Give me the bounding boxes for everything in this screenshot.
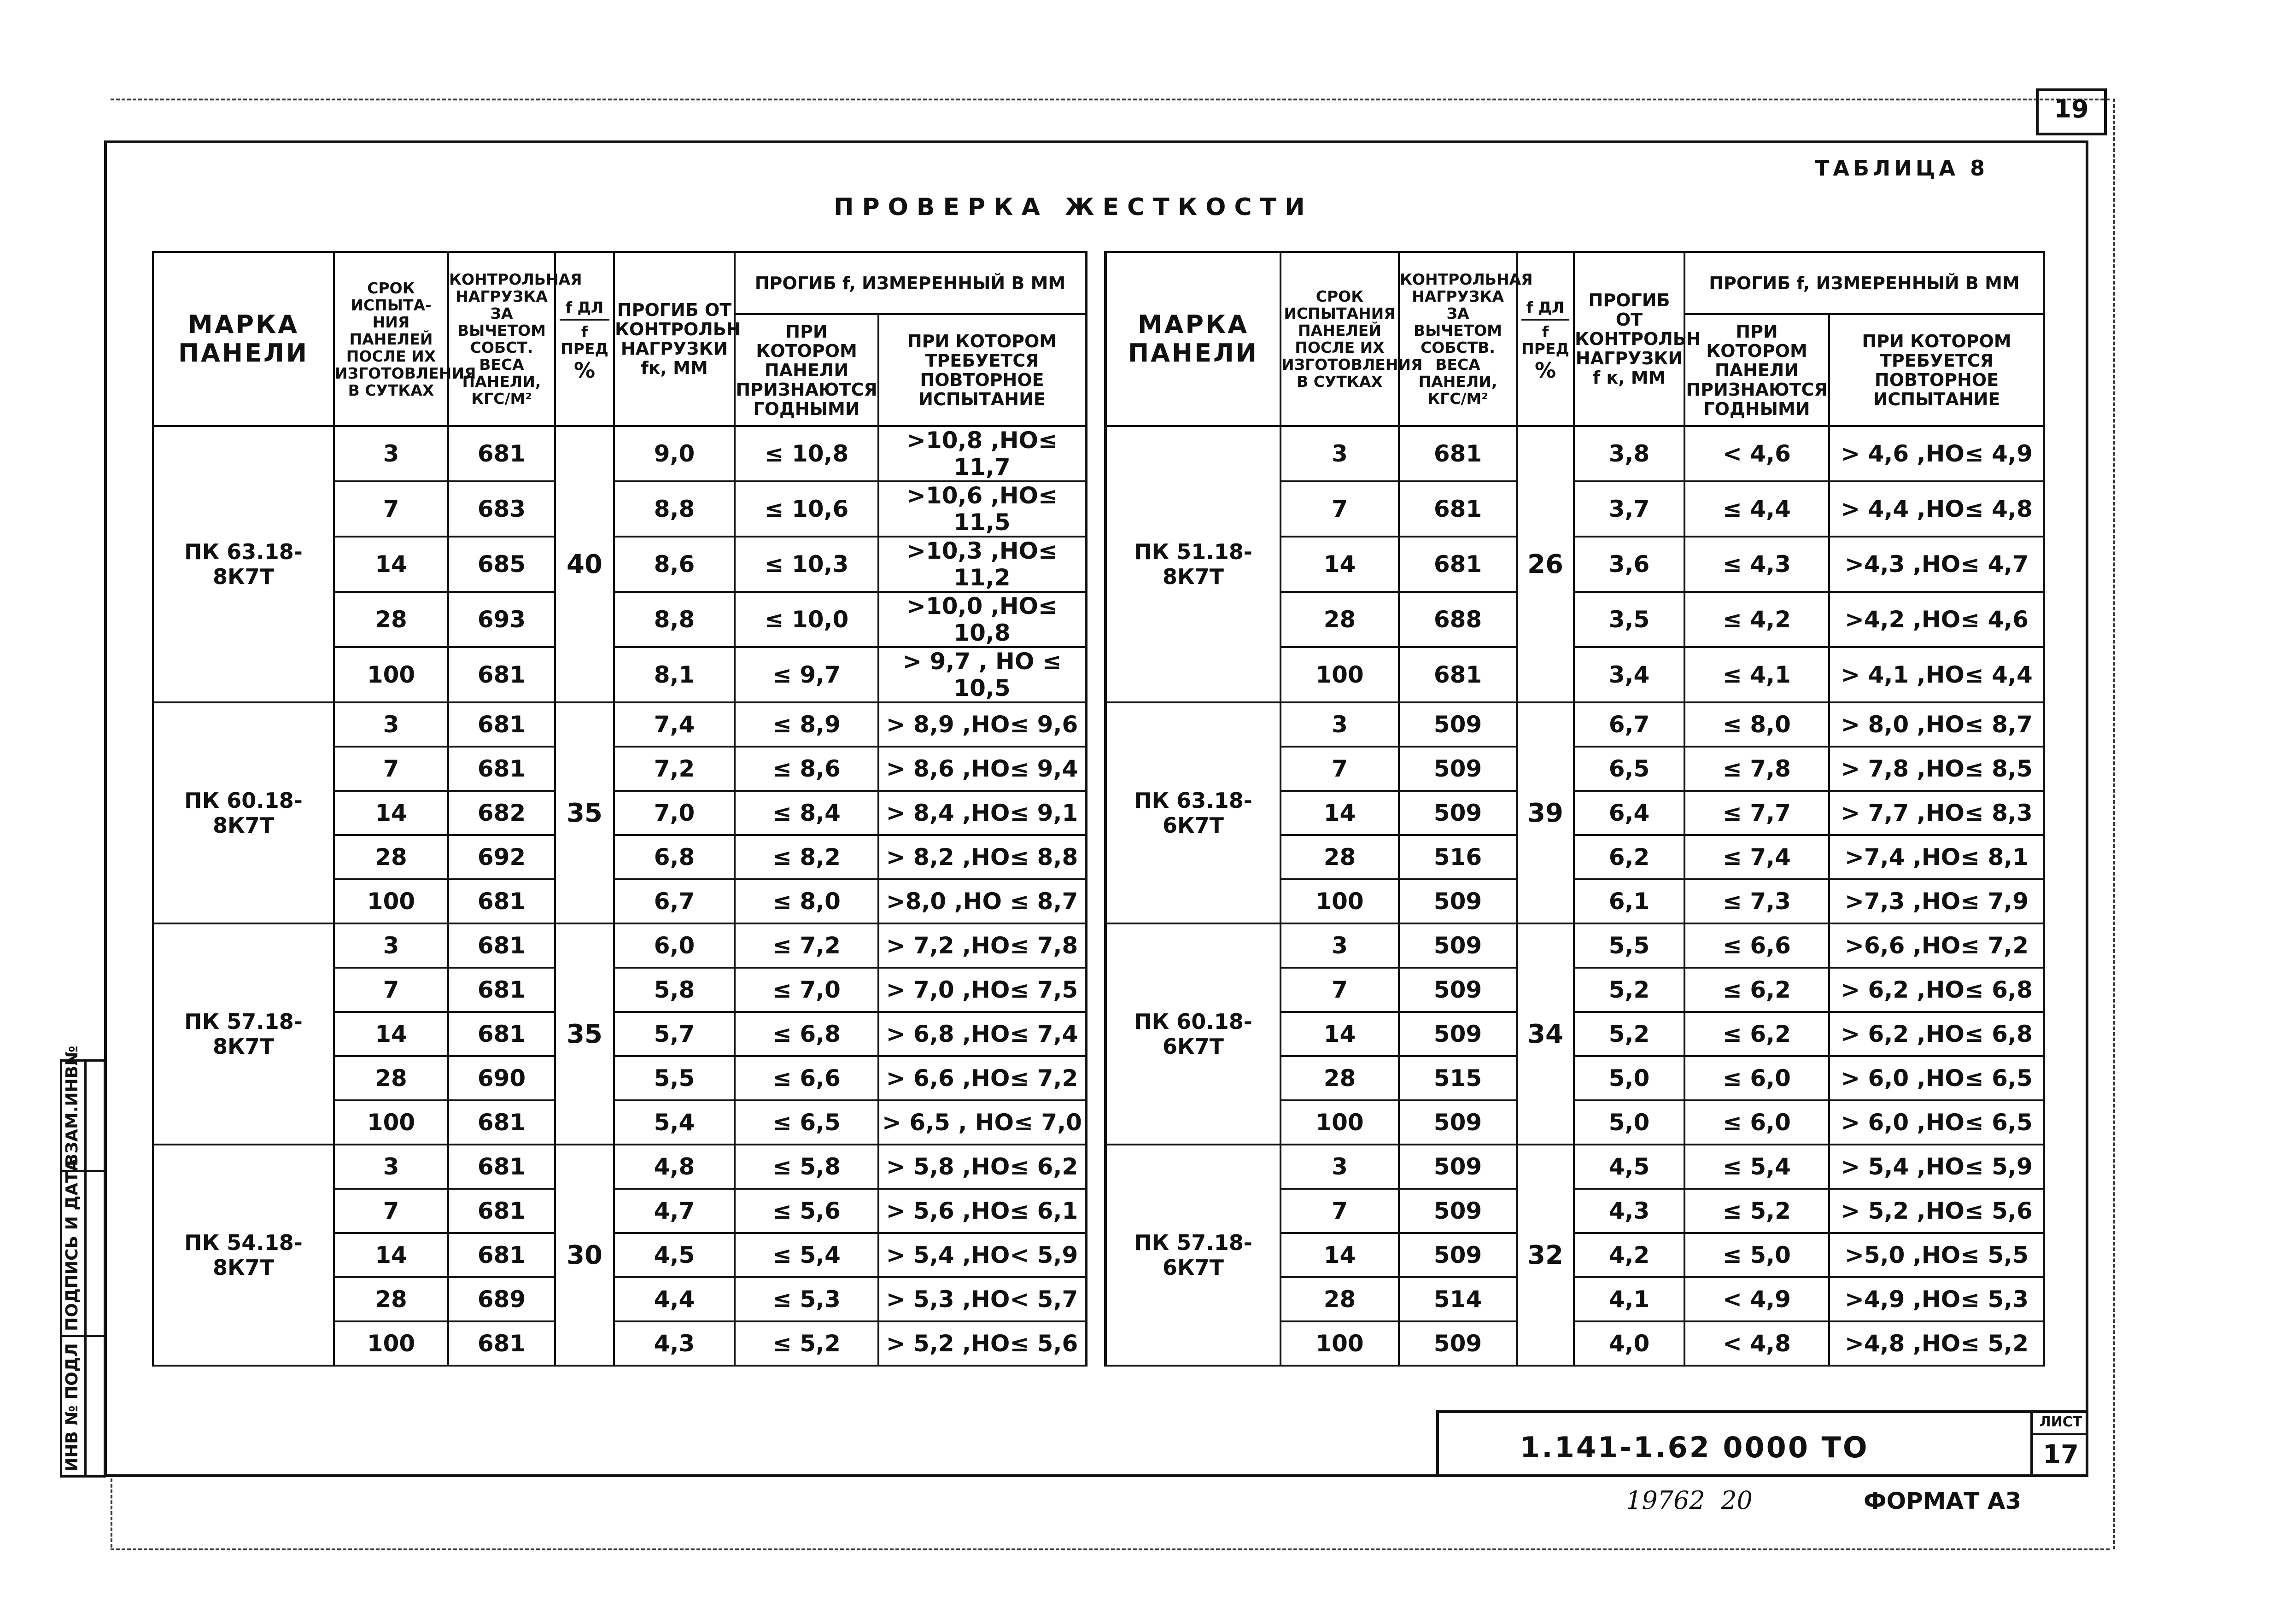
left-days-cell: 28 bbox=[334, 1277, 448, 1321]
right-days-cell: 28 bbox=[1280, 835, 1399, 879]
right-retest-cell: > 6,0 ,НО≤ 6,5 bbox=[1829, 1056, 2044, 1100]
left-fk-cell: 4,3 bbox=[614, 1321, 735, 1366]
left-header-measured: ПРОГИБ f, ИЗМЕРЕННЫЙ В ММ bbox=[735, 252, 1086, 314]
left-panel-mark: ПК 63.18-8К7Т bbox=[153, 426, 334, 702]
left-retest-cell: > 5,4 ,НО< 5,9 bbox=[878, 1233, 1086, 1277]
right-panel-mark: ПК 63.18-6К7Т bbox=[1105, 702, 1280, 923]
right-fk-cell: 4,0 bbox=[1574, 1321, 1684, 1366]
left-load-cell: 690 bbox=[448, 1056, 555, 1100]
left-ok-cell: ≤ 10,0 bbox=[735, 592, 878, 647]
left-ok-cell: ≤ 8,9 bbox=[735, 702, 878, 747]
left-days-cell: 7 bbox=[334, 1189, 448, 1233]
right-load-cell: 515 bbox=[1399, 1056, 1517, 1100]
right-load-cell: 509 bbox=[1399, 791, 1517, 835]
left-ok-cell: ≤ 5,3 bbox=[735, 1277, 878, 1321]
left-days-cell: 100 bbox=[334, 1100, 448, 1145]
left-load-cell: 693 bbox=[448, 592, 555, 647]
right-fk-cell: 5,2 bbox=[1574, 1012, 1684, 1056]
right-header-retest: ПРИ КОТОРОМ ТРЕБУЕТСЯ ПОВТОРНОЕ ИСПЫТАНИЕ bbox=[1829, 314, 2044, 426]
left-days-cell: 3 bbox=[334, 923, 448, 968]
left-retest-cell: > 8,6 ,НО≤ 9,4 bbox=[878, 747, 1086, 791]
right-ok-cell: ≤ 6,0 bbox=[1684, 1100, 1829, 1145]
right-fk-cell: 4,5 bbox=[1574, 1145, 1684, 1189]
side-stamp-divider bbox=[84, 1062, 87, 1475]
left-fk-cell: 4,8 bbox=[614, 1145, 735, 1189]
right-ok-cell: ≤ 7,8 bbox=[1684, 747, 1829, 791]
right-cut-line bbox=[2113, 99, 2115, 1549]
left-retest-cell: > 5,8 ,НО≤ 6,2 bbox=[878, 1145, 1086, 1189]
left-retest-cell: > 9,7 , НО ≤ 10,5 bbox=[878, 647, 1086, 702]
right-ratio-cell: 39 bbox=[1517, 702, 1574, 923]
right-ok-cell: ≤ 6,2 bbox=[1684, 968, 1829, 1012]
left-days-cell: 3 bbox=[334, 426, 448, 481]
left-days-cell: 7 bbox=[334, 481, 448, 537]
right-ok-cell: ≤ 4,2 bbox=[1684, 592, 1829, 647]
left-load-cell: 681 bbox=[448, 968, 555, 1012]
right-ok-cell: ≤ 6,2 bbox=[1684, 1012, 1829, 1056]
left-days-cell: 100 bbox=[334, 647, 448, 702]
left-ok-cell: ≤ 10,6 bbox=[735, 481, 878, 537]
stiffness-table bbox=[152, 251, 2045, 1367]
right-ok-cell: ≤ 7,7 bbox=[1684, 791, 1829, 835]
left-fk-cell: 5,8 bbox=[614, 968, 735, 1012]
left-retest-cell: > 8,4 ,НО≤ 9,1 bbox=[878, 791, 1086, 835]
left-retest-cell: >10,0 ,НО≤ 10,8 bbox=[878, 592, 1086, 647]
left-retest-cell: > 6,5 , НО≤ 7,0 bbox=[878, 1100, 1086, 1145]
left-ok-cell: ≤ 6,5 bbox=[735, 1100, 878, 1145]
left-fk-cell: 4,4 bbox=[614, 1277, 735, 1321]
left-header-retest: ПРИ КОТОРОМ ТРЕБУЕТСЯ ПОВТОРНОЕ ИСПЫТАНИЕ bbox=[878, 314, 1086, 426]
right-days-cell: 3 bbox=[1280, 426, 1399, 481]
left-ok-cell: ≤ 8,2 bbox=[735, 835, 878, 879]
left-panel-mark: ПК 54.18-8К7Т bbox=[153, 1145, 334, 1366]
top-cut-line bbox=[111, 99, 2110, 100]
left-fk-cell: 4,5 bbox=[614, 1233, 735, 1277]
header-row-1 bbox=[153, 252, 2044, 314]
right-ok-cell: < 4,8 bbox=[1684, 1321, 1829, 1366]
right-ok-cell: ≤ 5,0 bbox=[1684, 1233, 1829, 1277]
right-fk-cell: 4,2 bbox=[1574, 1233, 1684, 1277]
right-days-cell: 14 bbox=[1280, 791, 1399, 835]
left-fk-cell: 8,8 bbox=[614, 592, 735, 647]
right-panel-mark: ПК 60.18-6К7Т bbox=[1105, 923, 1280, 1145]
table-center-separator bbox=[1086, 252, 1105, 1366]
left-load-cell: 681 bbox=[448, 1012, 555, 1056]
side-label-replacement: ВЗАМ.ИНВ№ bbox=[63, 1046, 82, 1166]
right-retest-cell: >4,3 ,НО≤ 4,7 bbox=[1829, 537, 2044, 592]
right-ok-cell: ≤ 4,3 bbox=[1684, 537, 1829, 592]
right-days-cell: 100 bbox=[1280, 1321, 1399, 1366]
left-fk-cell: 8,6 bbox=[614, 537, 735, 592]
right-ratio-unit: % bbox=[1534, 358, 1556, 383]
left-cut-line bbox=[111, 1478, 112, 1548]
left-days-cell: 3 bbox=[334, 1145, 448, 1189]
left-days-cell: 28 bbox=[334, 835, 448, 879]
right-header-load: КОНТРОЛЬНАЯ НАГРУЗКА ЗА ВЫЧЕТОМ СОБСТВ. ВЕСА ПАНЕЛИ, КГС/М² bbox=[1399, 252, 1517, 426]
left-load-cell: 681 bbox=[448, 1233, 555, 1277]
right-fk-cell: 3,8 bbox=[1574, 426, 1684, 481]
left-retest-cell: > 7,2 ,НО≤ 7,8 bbox=[878, 923, 1086, 968]
left-load-cell: 681 bbox=[448, 647, 555, 702]
right-fk-cell: 3,5 bbox=[1574, 592, 1684, 647]
left-fk-cell: 7,0 bbox=[614, 791, 735, 835]
left-ratio-divider bbox=[560, 319, 609, 321]
right-ok-cell: < 4,6 bbox=[1684, 426, 1829, 481]
right-load-cell: 509 bbox=[1399, 1145, 1517, 1189]
right-ratio-bottom: f ПРЕД bbox=[1521, 323, 1569, 358]
left-ratio-top: f ДЛ bbox=[565, 298, 604, 316]
left-days-cell: 28 bbox=[334, 592, 448, 647]
left-ratio-cell: 40 bbox=[555, 426, 614, 702]
right-load-cell: 509 bbox=[1399, 1233, 1517, 1277]
right-retest-cell: > 4,6 ,НО≤ 4,9 bbox=[1829, 426, 2044, 481]
right-header-term: СРОК ИСПЫТАНИЯ ПАНЕЛЕЙ ПОСЛЕ ИХ ИЗГОТОВЛЕНИЯ В СУТКАХ bbox=[1280, 252, 1399, 426]
left-load-cell: 681 bbox=[448, 879, 555, 923]
left-days-cell: 3 bbox=[334, 702, 448, 747]
left-load-cell: 681 bbox=[448, 923, 555, 968]
right-retest-cell: >4,9 ,НО≤ 5,3 bbox=[1829, 1277, 2044, 1321]
left-fk-cell: 6,7 bbox=[614, 879, 735, 923]
right-days-cell: 28 bbox=[1280, 1056, 1399, 1100]
left-retest-cell: > 6,8 ,НО≤ 7,4 bbox=[878, 1012, 1086, 1056]
right-ratio-top: f ДЛ bbox=[1526, 298, 1565, 316]
right-load-cell: 681 bbox=[1399, 537, 1517, 592]
right-days-cell: 28 bbox=[1280, 1277, 1399, 1321]
left-load-cell: 692 bbox=[448, 835, 555, 879]
right-fk-cell: 3,7 bbox=[1574, 481, 1684, 537]
right-retest-cell: > 4,4 ,НО≤ 4,8 bbox=[1829, 481, 2044, 537]
left-ratio-unit: % bbox=[573, 358, 596, 383]
right-header-ok: ПРИ КОТОРОМ ПАНЕЛИ ПРИЗНАЮТСЯ ГОДНЫМИ bbox=[1684, 314, 1829, 426]
left-fk-cell: 9,0 bbox=[614, 426, 735, 481]
right-retest-cell: > 6,2 ,НО≤ 6,8 bbox=[1829, 968, 2044, 1012]
right-ok-cell: ≤ 7,4 bbox=[1684, 835, 1829, 879]
left-load-cell: 681 bbox=[448, 747, 555, 791]
right-retest-cell: > 7,7 ,НО≤ 8,3 bbox=[1829, 791, 2044, 835]
right-header-mark: МАРКА ПАНЕЛИ bbox=[1105, 252, 1280, 426]
left-ok-cell: ≤ 7,2 bbox=[735, 923, 878, 968]
right-fk-cell: 5,0 bbox=[1574, 1100, 1684, 1145]
right-fk-cell: 3,4 bbox=[1574, 647, 1684, 702]
left-days-cell: 14 bbox=[334, 791, 448, 835]
right-load-cell: 509 bbox=[1399, 747, 1517, 791]
right-days-cell: 100 bbox=[1280, 1100, 1399, 1145]
right-days-cell: 100 bbox=[1280, 879, 1399, 923]
right-retest-cell: > 6,0 ,НО≤ 6,5 bbox=[1829, 1100, 2044, 1145]
right-ok-cell: ≤ 6,6 bbox=[1684, 923, 1829, 968]
right-retest-cell: >6,6 ,НО≤ 7,2 bbox=[1829, 923, 2044, 968]
left-fk-cell: 8,8 bbox=[614, 481, 735, 537]
right-load-cell: 509 bbox=[1399, 879, 1517, 923]
left-ok-cell: ≤ 10,8 bbox=[735, 426, 878, 481]
right-fk-cell: 6,1 bbox=[1574, 879, 1684, 923]
handwritten-number: 19762 20 bbox=[1626, 1486, 1753, 1515]
left-ok-cell: ≤ 8,6 bbox=[735, 747, 878, 791]
left-fk-cell: 5,5 bbox=[614, 1056, 735, 1100]
side-label-signature: ПОДПИСЬ И ДАТА bbox=[63, 1158, 82, 1331]
right-fk-cell: 6,7 bbox=[1574, 702, 1684, 747]
right-header-measured: ПРОГИБ f, ИЗМЕРЕННЫЙ В ММ bbox=[1684, 252, 2044, 314]
left-retest-cell: > 5,6 ,НО≤ 6,1 bbox=[878, 1189, 1086, 1233]
right-days-cell: 14 bbox=[1280, 537, 1399, 592]
right-retest-cell: >5,0 ,НО≤ 5,5 bbox=[1829, 1233, 2044, 1277]
right-days-cell: 14 bbox=[1280, 1233, 1399, 1277]
right-load-cell: 509 bbox=[1399, 1012, 1517, 1056]
left-retest-cell: >10,8 ,НО≤ 11,7 bbox=[878, 426, 1086, 481]
right-days-cell: 3 bbox=[1280, 702, 1399, 747]
right-ok-cell: ≤ 4,1 bbox=[1684, 647, 1829, 702]
right-load-cell: 509 bbox=[1399, 923, 1517, 968]
right-ratio-cell: 32 bbox=[1517, 1145, 1574, 1366]
left-ok-cell: ≤ 8,0 bbox=[735, 879, 878, 923]
right-retest-cell: >7,3 ,НО≤ 7,9 bbox=[1829, 879, 2044, 923]
right-panel-mark: ПК 57.18-6К7Т bbox=[1105, 1145, 1280, 1366]
right-days-cell: 28 bbox=[1280, 592, 1399, 647]
left-days-cell: 14 bbox=[334, 1233, 448, 1277]
left-ok-cell: ≤ 10,3 bbox=[735, 537, 878, 592]
document-designation: 1.141-1.62 0000 ТО bbox=[1520, 1431, 1869, 1464]
left-days-cell: 100 bbox=[334, 879, 448, 923]
right-retest-cell: > 8,0 ,НО≤ 8,7 bbox=[1829, 702, 2044, 747]
right-load-cell: 514 bbox=[1399, 1277, 1517, 1321]
right-days-cell: 3 bbox=[1280, 1145, 1399, 1189]
right-days-cell: 14 bbox=[1280, 1012, 1399, 1056]
right-days-cell: 7 bbox=[1280, 481, 1399, 537]
left-ratio-cell: 35 bbox=[555, 923, 614, 1145]
left-days-cell: 14 bbox=[334, 1012, 448, 1056]
right-retest-cell: > 4,1 ,НО≤ 4,4 bbox=[1829, 647, 2044, 702]
left-days-cell: 7 bbox=[334, 968, 448, 1012]
left-ok-cell: ≤ 5,4 bbox=[735, 1233, 878, 1277]
left-header-mark: МАРКА ПАНЕЛИ bbox=[153, 252, 334, 426]
right-load-cell: 509 bbox=[1399, 968, 1517, 1012]
right-ratio-divider bbox=[1521, 319, 1569, 321]
right-days-cell: 3 bbox=[1280, 923, 1399, 968]
left-retest-cell: > 5,3 ,НО< 5,7 bbox=[878, 1277, 1086, 1321]
left-header-ok: ПРИ КОТОРОМ ПАНЕЛИ ПРИЗНАЮТСЯ ГОДНЫМИ bbox=[735, 314, 878, 426]
left-days-cell: 28 bbox=[334, 1056, 448, 1100]
left-retest-cell: >10,3 ,НО≤ 11,2 bbox=[878, 537, 1086, 592]
right-load-cell: 688 bbox=[1399, 592, 1517, 647]
left-retest-cell: >10,6 ,НО≤ 11,5 bbox=[878, 481, 1086, 537]
left-load-cell: 683 bbox=[448, 481, 555, 537]
right-retest-cell: >4,2 ,НО≤ 4,6 bbox=[1829, 592, 2044, 647]
left-fk-cell: 4,7 bbox=[614, 1189, 735, 1233]
right-fk-cell: 5,0 bbox=[1574, 1056, 1684, 1100]
right-retest-cell: > 5,2 ,НО≤ 5,6 bbox=[1829, 1189, 2044, 1233]
right-ok-cell: ≤ 7,3 bbox=[1684, 879, 1829, 923]
left-load-cell: 681 bbox=[448, 1321, 555, 1366]
left-retest-cell: > 8,9 ,НО≤ 9,6 bbox=[878, 702, 1086, 747]
left-ok-cell: ≤ 5,2 bbox=[735, 1321, 878, 1366]
right-ok-cell: ≤ 8,0 bbox=[1684, 702, 1829, 747]
right-panel-mark: ПК 51.18-8К7Т bbox=[1105, 426, 1280, 702]
right-fk-cell: 5,2 bbox=[1574, 968, 1684, 1012]
left-retest-cell: > 8,2 ,НО≤ 8,8 bbox=[878, 835, 1086, 879]
right-ok-cell: ≤ 5,4 bbox=[1684, 1145, 1829, 1189]
right-ratio-cell: 26 bbox=[1517, 426, 1574, 702]
right-retest-cell: >7,4 ,НО≤ 8,1 bbox=[1829, 835, 2044, 879]
left-ok-cell: ≤ 9,7 bbox=[735, 647, 878, 702]
sheet-label-divider bbox=[2030, 1433, 2088, 1435]
sheet-number: 17 bbox=[2043, 1440, 2079, 1470]
right-ok-cell: ≤ 4,4 bbox=[1684, 481, 1829, 537]
right-fk-cell: 6,2 bbox=[1574, 835, 1684, 879]
right-retest-cell: > 5,4 ,НО≤ 5,9 bbox=[1829, 1145, 2044, 1189]
left-load-cell: 689 bbox=[448, 1277, 555, 1321]
left-retest-cell: > 7,0 ,НО≤ 7,5 bbox=[878, 968, 1086, 1012]
page-number: 19 bbox=[2054, 94, 2089, 123]
table-label: ТАБЛИЦА 8 bbox=[1815, 156, 1989, 181]
right-load-cell: 681 bbox=[1399, 647, 1517, 702]
right-load-cell: 509 bbox=[1399, 702, 1517, 747]
right-fk-cell: 5,5 bbox=[1574, 923, 1684, 968]
left-ok-cell: ≤ 7,0 bbox=[735, 968, 878, 1012]
right-days-cell: 7 bbox=[1280, 747, 1399, 791]
right-load-cell: 509 bbox=[1399, 1321, 1517, 1366]
left-fk-cell: 7,4 bbox=[614, 702, 735, 747]
left-ratio-cell: 30 bbox=[555, 1145, 614, 1366]
right-fk-cell: 3,6 bbox=[1574, 537, 1684, 592]
left-fk-cell: 5,7 bbox=[614, 1012, 735, 1056]
right-ok-cell: ≤ 6,0 bbox=[1684, 1056, 1829, 1100]
left-load-cell: 681 bbox=[448, 426, 555, 481]
right-load-cell: 681 bbox=[1399, 426, 1517, 481]
left-ok-cell: ≤ 6,8 bbox=[735, 1012, 878, 1056]
left-ok-cell: ≤ 8,4 bbox=[735, 791, 878, 835]
right-fk-cell: 4,1 bbox=[1574, 1277, 1684, 1321]
left-header-term: СРОК ИСПЫТА-НИЯ ПАНЕЛЕЙ ПОСЛЕ ИХ ИЗГОТОВЛЕНИЯ В СУТКАХ bbox=[334, 252, 448, 426]
left-load-cell: 681 bbox=[448, 1145, 555, 1189]
right-load-cell: 516 bbox=[1399, 835, 1517, 879]
left-retest-cell: > 6,6 ,НО≤ 7,2 bbox=[878, 1056, 1086, 1100]
left-fk-cell: 7,2 bbox=[614, 747, 735, 791]
right-days-cell: 100 bbox=[1280, 647, 1399, 702]
format-label: ФОРМАТ А3 bbox=[1864, 1488, 2022, 1514]
right-fk-cell: 6,4 bbox=[1574, 791, 1684, 835]
left-load-cell: 682 bbox=[448, 791, 555, 835]
right-retest-cell: > 6,2 ,НО≤ 6,8 bbox=[1829, 1012, 2044, 1056]
left-days-cell: 100 bbox=[334, 1321, 448, 1366]
right-retest-cell: > 7,8 ,НО≤ 8,5 bbox=[1829, 747, 2044, 791]
left-ok-cell: ≤ 6,6 bbox=[735, 1056, 878, 1100]
side-label-inventory: ИНВ № ПОДЛ bbox=[63, 1343, 82, 1472]
left-retest-cell: > 5,2 ,НО≤ 5,6 bbox=[878, 1321, 1086, 1366]
right-load-cell: 509 bbox=[1399, 1189, 1517, 1233]
left-panel-mark: ПК 60.18-8К7Т bbox=[153, 702, 334, 923]
left-load-cell: 681 bbox=[448, 1189, 555, 1233]
right-days-cell: 7 bbox=[1280, 968, 1399, 1012]
left-load-cell: 681 bbox=[448, 702, 555, 747]
left-fk-cell: 6,8 bbox=[614, 835, 735, 879]
left-header-load: КОНТРОЛЬНАЯ НАГРУЗКА ЗА ВЫЧЕТОМ СОБСТ. ВЕСА ПАНЕЛИ, КГС/М² bbox=[448, 252, 555, 426]
left-ok-cell: ≤ 5,6 bbox=[735, 1189, 878, 1233]
left-load-cell: 685 bbox=[448, 537, 555, 592]
left-ratio-cell: 35 bbox=[555, 702, 614, 923]
right-days-cell: 7 bbox=[1280, 1189, 1399, 1233]
left-ok-cell: ≤ 5,8 bbox=[735, 1145, 878, 1189]
right-load-cell: 681 bbox=[1399, 481, 1517, 537]
right-ok-cell: ≤ 5,2 bbox=[1684, 1189, 1829, 1233]
right-retest-cell: >4,8 ,НО≤ 5,2 bbox=[1829, 1321, 2044, 1366]
right-fk-cell: 4,3 bbox=[1574, 1189, 1684, 1233]
left-days-cell: 7 bbox=[334, 747, 448, 791]
right-fk-cell: 6,5 bbox=[1574, 747, 1684, 791]
bottom-cut-line bbox=[111, 1548, 2110, 1550]
left-fk-cell: 8,1 bbox=[614, 647, 735, 702]
left-header-fk: ПРОГИБ ОТ КОНТРОЛЬН НАГРУЗКИ fк, ММ bbox=[614, 252, 735, 426]
page-title: ПРОВЕРКА ЖЕСТКОСТИ bbox=[834, 193, 1313, 221]
right-header-fk: ПРОГИБ ОТ КОНТРОЛЬН НАГРУЗКИ f к, ММ bbox=[1574, 252, 1684, 426]
left-load-cell: 681 bbox=[448, 1100, 555, 1145]
right-load-cell: 509 bbox=[1399, 1100, 1517, 1145]
right-ok-cell: < 4,9 bbox=[1684, 1277, 1829, 1321]
left-retest-cell: >8,0 ,НО ≤ 8,7 bbox=[878, 879, 1086, 923]
left-ratio-bottom: f ПРЕД bbox=[561, 323, 608, 358]
sheet-label: ЛИСТ bbox=[2039, 1414, 2082, 1430]
left-days-cell: 14 bbox=[334, 537, 448, 592]
left-panel-mark: ПК 57.18-8К7Т bbox=[153, 923, 334, 1145]
left-fk-cell: 5,4 bbox=[614, 1100, 735, 1145]
right-ratio-cell: 34 bbox=[1517, 923, 1574, 1145]
left-fk-cell: 6,0 bbox=[614, 923, 735, 968]
